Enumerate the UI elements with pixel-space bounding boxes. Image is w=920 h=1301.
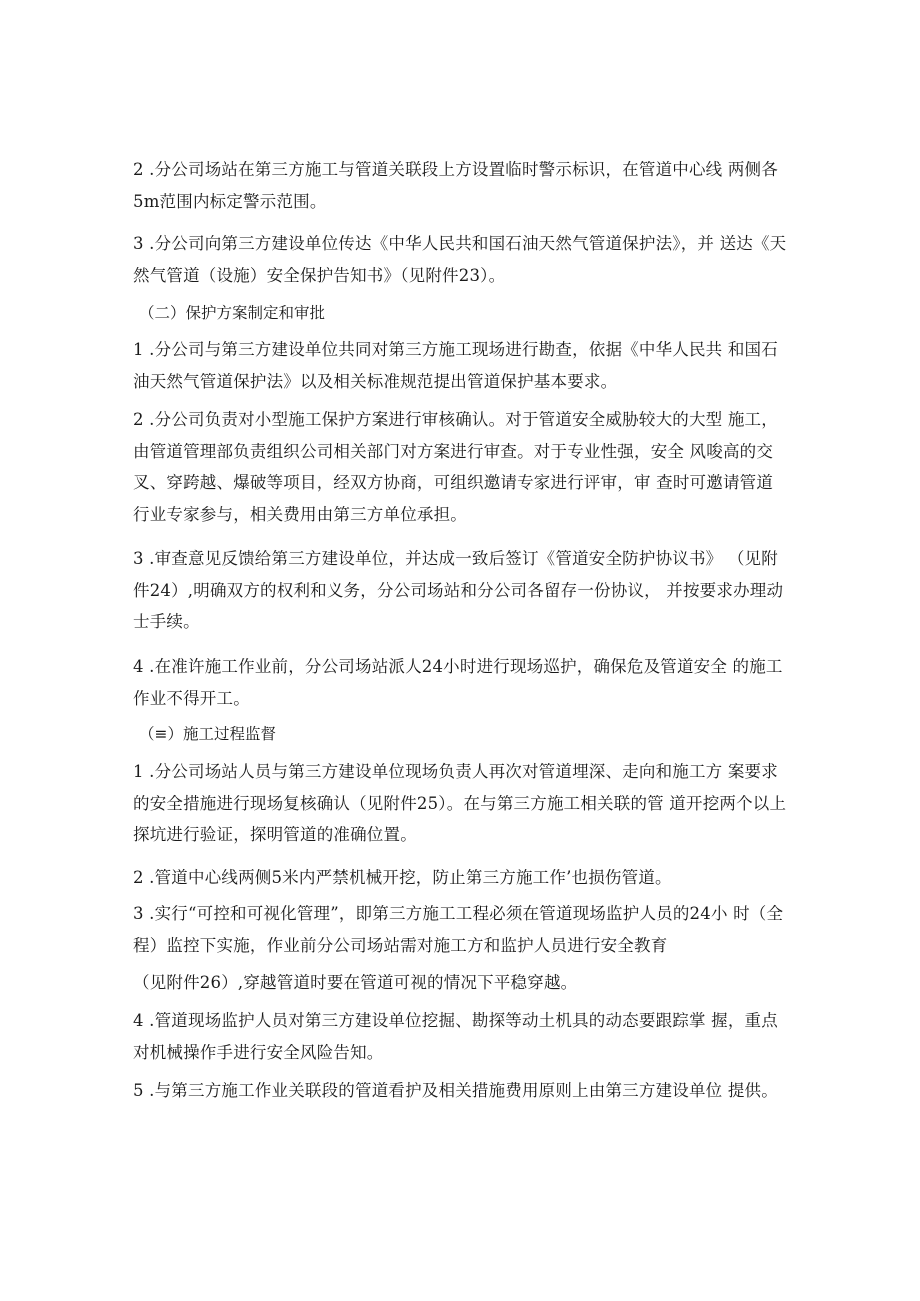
paragraph-warning-signs: 2 .分公司场站在第三方施工与管道关联段上方设置临时警示标识，在管道中心线 两侧各5m范围内标定警示范围。 — [133, 160, 778, 211]
paragraph-equipment-tracking: 4 .管道现场监护人员对第三方建设单位挖掘、勘探等动土机具的动态要跟踪掌 握，重点对机械操作手进行安全风险告知。 — [133, 1011, 778, 1062]
paragraph-plan-review: 2 .分公司负责对小型施工保护方案进行审核确认。对于管道安全威胁较大的大型 施工，由管道管理部负责组织公司相关部门对方案进行审查。对于专业性强，安全 风唆高的交叉、穿跨越、爆破等项目，经双方协商，可组织邀请专家进行评审，审 查时可邀请管道行业专家参与，相关费用由第三方单位承担。 — [133, 410, 778, 524]
paragraph-crossing: （见附件26）,穿越管道时要在管道可视的情况下平稳穿越。 — [133, 973, 578, 992]
paragraph-site-survey: 1 .分公司与第三方建设单位共同对第三方施工现场进行勘查，依据《中华人民共 和国石油天然气管道保护法》以及相关标准规范提出管道保护基本要求。 — [133, 340, 778, 391]
paragraph-no-mechanical-digging: 2 .管道中心线两侧5米内严禁机械开挖，防止第三方施工作’也损伤管道。 — [133, 868, 672, 887]
paragraph-recheck: 1 .分公司场站人员与第三方建设单位现场负责人再次对管道埋深、走向和施工方 案要求的安全措施进行现场复核确认（见附件25）。在与第三方施工相关联的管 道开挖两个以上探坑进行验证，探明管道的准确位置。 — [133, 762, 787, 844]
paragraph-law-notice: 3 .分公司向第三方建设单位传达《中华人民共和国石油天然气管道保护法》，并 送达《天然气管道（设施）安全保护告知书》（见附件23）。 — [133, 234, 787, 285]
paragraph-visual-management: 3 .实行“可控和可视化管理”，即第三方施工工程必须在管道现场监护人员的24小 时（全程）监控下实施，作业前分公司场站需对施工方和监护人员进行安全教育 — [133, 904, 784, 955]
paragraph-protection-agreement: 3 .审查意见反馈给第三方建设单位，并达成一致后签订《管道安全防护协议书》 （见附件24）,明确双方的权利和义务，分公司场站和分公司各留存一份协议， 并按要求办理动士手续。 — [133, 549, 784, 631]
section-heading-supervision: （≡）施工过程监督 — [139, 725, 276, 743]
section-heading-plan-approval: （二）保护方案制定和审批 — [139, 304, 326, 322]
paragraph-patrol: 4 .在准许施工作业前，分公司场站派人24小时进行现场巡护，确保危及管道安全 的施工作业不得开工。 — [133, 657, 783, 708]
paragraph-costs: 5 .与第三方施工作业关联段的管道看护及相关措施费用原则上由第三方建设单位 提供。 — [133, 1081, 778, 1100]
